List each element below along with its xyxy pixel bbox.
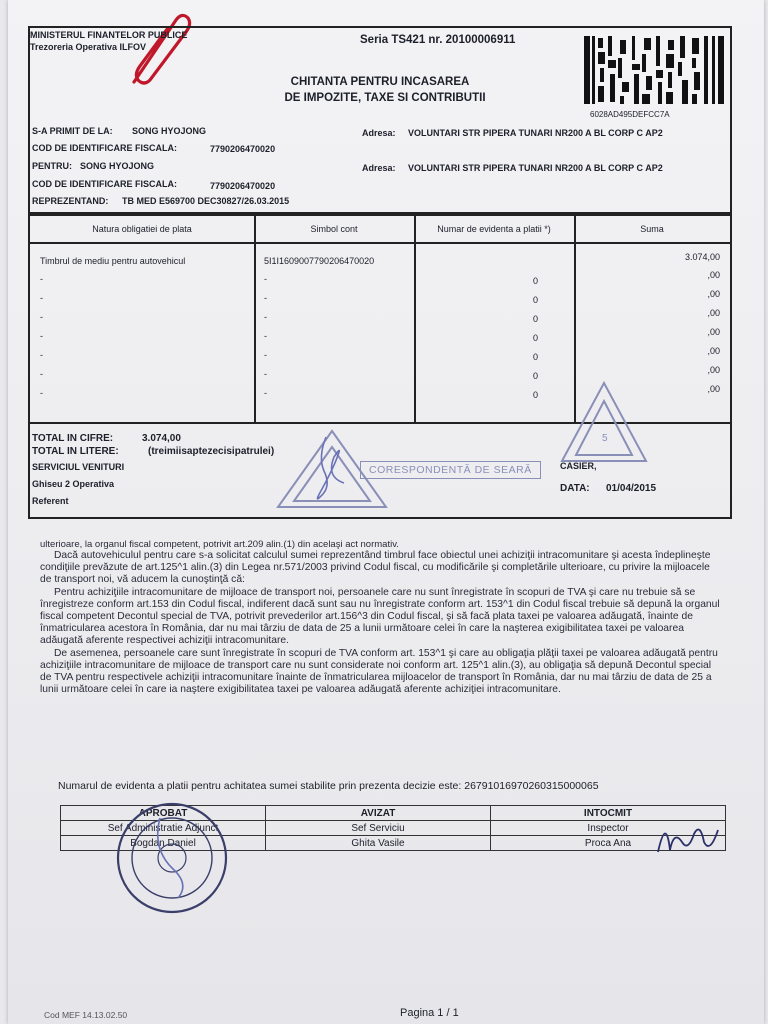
sig-role-prepared: Inspector xyxy=(491,821,726,836)
row-account: 5I1I1609007790206470020 xyxy=(264,256,375,266)
title-line1: CHITANTA PENTRU INCASAREA xyxy=(290,76,470,88)
row-account: - xyxy=(264,274,267,284)
row-nature: - xyxy=(40,293,43,303)
barcode-code: 6028AD495DEFCC7A xyxy=(590,110,670,119)
total-letters-label: TOTAL IN LITERE: xyxy=(32,446,119,457)
row-amount: ,00 xyxy=(707,308,720,318)
row-evidence: 0 xyxy=(532,352,538,362)
legal-paragraph-1: Dacă autovehiculul pentru care s-a solicitat calculul sumei reprezentând timbrul face obiectul unei achiziţii intracomunitare şi acesta îndeplineşte condiţiile prevăzute de art.125^1 alin.(3) din Legea nr.571/2003 privind Codul fiscal, cu modificările şi completările ulterioare, cu privire la mijloacele de transport noi, vă aducem la cunoştinţă că: xyxy=(40,550,711,586)
legal-text-line0: ulterioare, la organul fiscal competent, potrivit art.209 alin.(1) din acelaşi act normativ. xyxy=(40,539,399,550)
date-label: DATA: xyxy=(560,483,590,494)
sig-header-endorsed: AVIZAT xyxy=(266,806,491,821)
signature-icon xyxy=(648,812,728,858)
row-evidence: 0 xyxy=(532,371,538,381)
row-nature: - xyxy=(40,331,43,341)
for-name: SONG HYOJONG xyxy=(80,161,155,171)
address-label-2: Adresa: xyxy=(362,163,396,173)
sig-header-prepared: INTOCMIT xyxy=(491,806,726,821)
legal-text xyxy=(40,539,720,696)
row-evidence: 0 xyxy=(532,276,538,286)
service-name: SERVICIUL VENITURI xyxy=(32,462,125,472)
sig-role-approved: Sef Administratie Adjunct xyxy=(61,821,266,836)
sig-header-approved: APROBAT xyxy=(61,806,266,821)
receipt-series: Seria TS421 nr. 20100006911 xyxy=(360,34,516,46)
row-nature: Timbrul de mediu pentru autovehicul xyxy=(40,256,186,266)
form-code: Cod MEF 14.13.02.50 xyxy=(44,1010,128,1020)
round-stamp-icon xyxy=(112,798,232,918)
title-line2: DE IMPOZITE, TAXE SI CONTRIBUTII xyxy=(284,92,486,104)
col-header-amount: Suma xyxy=(640,224,664,234)
row-nature: - xyxy=(40,312,43,322)
row-amount: ,00 xyxy=(707,327,720,337)
col-header-account: Simbol cont xyxy=(310,224,358,234)
cif-value-2: 7790206470020 xyxy=(210,181,276,191)
triangle-stamp-icon xyxy=(560,379,650,465)
row-amount: ,00 xyxy=(707,346,720,356)
cif-value-1: 7790206470020 xyxy=(210,144,276,154)
row-nature: - xyxy=(40,369,43,379)
desk-name: Ghiseu 2 Operativa xyxy=(32,479,115,489)
cif-label-1: COD DE IDENTIFICARE FISCALA: xyxy=(32,143,177,153)
row-account: - xyxy=(264,350,267,360)
row-account: - xyxy=(264,331,267,341)
sig-name-prepared: Proca Ana xyxy=(491,836,726,851)
representing-value: TB MED E569700 DEC30827/26.03.2015 xyxy=(122,196,290,206)
row-nature: - xyxy=(40,350,43,360)
page-number: Pagina 1 / 1 xyxy=(400,1007,459,1019)
row-evidence: 0 xyxy=(532,314,538,324)
row-account: - xyxy=(264,293,267,303)
treasury-name: Trezoreria Operativa ILFOV xyxy=(30,42,147,52)
evidence-number-text: Numarul de evidenta a platii pentru achitatea sumei stabilite prin prezenta decizie este: 26791016970260315000065 xyxy=(58,780,599,792)
received-from-name: SONG HYOJONG xyxy=(132,126,207,136)
row-nature: - xyxy=(40,274,43,284)
sig-name-approved: Bogdan Daniel xyxy=(61,836,266,851)
row-evidence: 0 xyxy=(532,333,538,343)
representing-label: REPREZENTAND: xyxy=(32,196,109,206)
row-amount: ,00 xyxy=(707,365,720,375)
col-header-evidence: Numar de evidenta a platii *) xyxy=(437,224,551,234)
referent-label: Referent xyxy=(32,496,69,506)
row-amount: ,00 xyxy=(707,289,720,299)
row-amount: 3.074,00 xyxy=(684,252,720,262)
legal-paragraph-3: De asemenea, persoanele care sunt înregistrate în scopuri de TVA conform art. 153^1 şi care au obligaţia plăţii taxei pe valoarea adăugată pentru achiziţiile intracomunitare de mijloace de transport care nu sunt considerate noi conform art. 125^1 alin.(3), au obligaţia să depună Decontul special de TVA pentru respectivele achiziţii intracomunitare înainte de înmatricularea mijloacelor de transport în România, dar nu mai târziu de data de 25 a lunii următoare celei în care ia naştere exigibilitatea taxei pe valoarea adăugată aferente achiziţiei intracomunitare. xyxy=(40,647,718,696)
stamp-number: 5 xyxy=(602,433,608,444)
barcode-icon xyxy=(582,34,726,106)
row-evidence: 0 xyxy=(532,295,538,305)
row-account: - xyxy=(264,388,267,398)
row-account: - xyxy=(264,312,267,322)
ministry-name: MINISTERUL FINANTELOR PUBLICE xyxy=(30,30,188,40)
receipt-page xyxy=(8,0,764,1024)
sig-role-endorsed: Sef Serviciu xyxy=(266,821,491,836)
total-digits-value: 3.074,00 xyxy=(142,433,181,444)
cif-label-2: COD DE IDENTIFICARE FISCALA: xyxy=(32,179,177,189)
evening-correspondence-stamp: CORESPONDENTĂ DE SEARĂ xyxy=(360,461,541,479)
sig-name-endorsed: Ghita Vasile xyxy=(266,836,491,851)
row-amount: ,00 xyxy=(707,270,720,280)
total-letters-value: (treimiisaptezecisipatrulei) xyxy=(148,446,275,457)
address-value-1: VOLUNTARI STR PIPERA TUNARI NR200 A BL CORP C AP2 xyxy=(408,128,663,138)
legal-paragraph-2: Pentru achiziţiile intracomunitare de mijloace de transport noi, persoanele care nu sunt înregistrate în scopuri de TVA şi care nu trebuie să se înregistreze conform art.153 din Codul fiscal, indiferent dacă sunt sau nu înregistrate conform art. 153^1 din Codul fiscal trebuie să depună la organul fiscal competent Decontul special de TVA, potrivit prevederilor art.156^3 din Codul fiscal, şi să facă plata taxei pe valoarea adăugată, înainte de înmatricularea acestora în România, dar nu mai târziu de data de 25 a lunii următoare celei în care la naşterea exigibilitatea taxei pe valoarea adăugată aferente respectivei achiziţii intracomunitare. xyxy=(40,586,720,647)
row-nature: - xyxy=(40,388,43,398)
cashier-label: CASIER, xyxy=(560,461,597,471)
date-value: 01/04/2015 xyxy=(606,483,657,494)
for-label: PENTRU: xyxy=(32,161,72,171)
col-header-nature: Natura obligatiei de plata xyxy=(92,224,192,234)
row-account: - xyxy=(264,369,267,379)
totals-box xyxy=(28,422,732,519)
address-label-1: Adresa: xyxy=(362,128,396,138)
row-evidence: 0 xyxy=(532,390,538,400)
row-amount: ,00 xyxy=(707,384,720,394)
total-digits-label: TOTAL IN CIFRE: xyxy=(32,433,114,444)
received-from-label: S-A PRIMIT DE LA: xyxy=(32,126,113,136)
address-value-2: VOLUNTARI STR PIPERA TUNARI NR200 A BL CORP C AP2 xyxy=(408,163,663,173)
header-box xyxy=(28,26,732,216)
